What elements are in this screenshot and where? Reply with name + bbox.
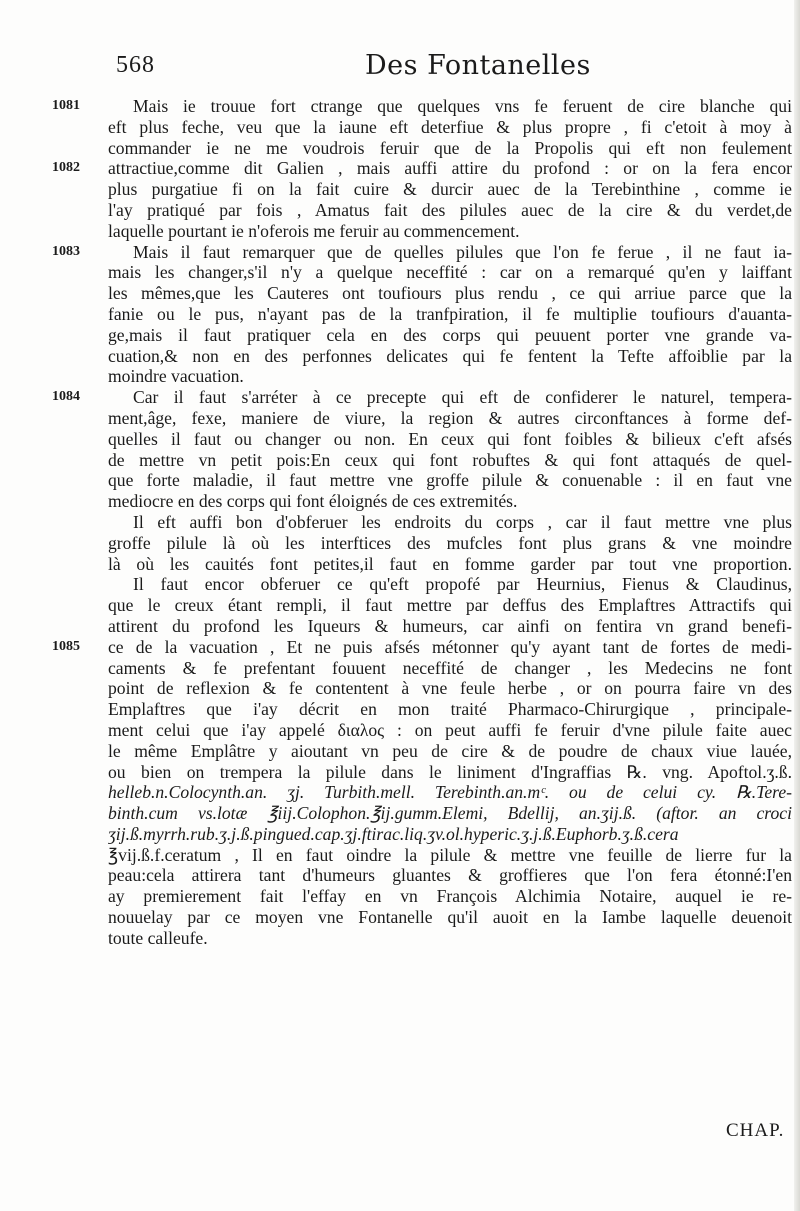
text-line bbox=[0, 512, 800, 533]
line-text: que le creux étant rempli, il faut mettre par deffus des Emplaftres Attractifs qui bbox=[108, 595, 792, 616]
text-line bbox=[0, 200, 800, 221]
line-text: ment celui que i'ay appelé διαλος : on peut auffi fe feruir d'vne pilule faite auec bbox=[108, 719, 792, 740]
line-text: moindre vacuation. bbox=[108, 366, 244, 387]
line-text: ment,âge, fexe, maniere de viure, la region & autres circonftances à forme def- bbox=[108, 407, 792, 428]
text-line bbox=[0, 179, 800, 200]
text-line bbox=[0, 803, 800, 824]
text-line bbox=[0, 678, 800, 699]
line-text: là où les cauités font petites,il faut en fomme garder par tout vne proportion. bbox=[108, 553, 792, 574]
text-line bbox=[0, 616, 800, 637]
margin-paragraph-number: 1081 bbox=[52, 98, 80, 113]
line-text: de mettre vn petit pois:En ceux qui font robuftes & qui font attaqués de quel- bbox=[108, 449, 792, 470]
text-line bbox=[0, 637, 800, 658]
text-line bbox=[0, 658, 800, 679]
text-line bbox=[0, 96, 800, 117]
text-line bbox=[0, 366, 800, 387]
line-text: attirent du profond les Iqueurs & humeurs, car ainfi on fentira vn grand benefi- bbox=[108, 615, 792, 636]
line-text: ge,mais il faut pratiquer cela en des corps qui peuuent porter vne grande va- bbox=[108, 324, 792, 345]
catchword: CHAP. bbox=[726, 1120, 785, 1141]
line-text: nouuelay par ce moyen vne Fontanelle qu'il auoit en la Iambe laquelle deuenoit bbox=[108, 907, 792, 928]
line-text: quelles il faut ou changer ou non. En ceux qui font foibles & bilieux c'eft afsés bbox=[108, 428, 792, 449]
text-line bbox=[0, 346, 800, 367]
text-line bbox=[0, 699, 800, 720]
text-line bbox=[0, 325, 800, 346]
text-line bbox=[0, 845, 800, 866]
text-line bbox=[0, 491, 800, 512]
text-line bbox=[0, 429, 800, 450]
text-line bbox=[0, 762, 800, 783]
margin-paragraph-number: 1082 bbox=[52, 160, 80, 176]
text-line bbox=[0, 387, 800, 408]
line-text: les mêmes,que les Cauteres ont toufiours plus rendu , ce qui arriue parce que la bbox=[108, 283, 792, 304]
line-text: Il eft auffi bon d'obferuer les endroits du corps , car il faut mettre vne plus bbox=[133, 511, 792, 532]
line-text: ou bien on trempera la pilule dans le liniment d'Ingraffias ℞. vng. Apoftol.ʒ.ß. bbox=[108, 761, 792, 782]
margin-paragraph-number: 1085 bbox=[52, 638, 80, 654]
line-text: Emplaftres que i'ay décrit en mon traité Pharmaco-Chirurgique , principale- bbox=[108, 699, 792, 720]
text-line bbox=[0, 533, 800, 554]
text-line bbox=[0, 720, 800, 741]
text-line bbox=[0, 450, 800, 471]
line-text: peau:cela attirera tant d'humeurs gluantes & groffieres que l'on fera étonné:I'en bbox=[108, 865, 792, 886]
text-line bbox=[0, 221, 800, 242]
line-text: ℥vij.ß.f.ceratum , Il en faut oindre la pilule & mettre vne feuille de lierre fur la bbox=[108, 844, 792, 865]
running-head: Des Fontanelles bbox=[365, 50, 591, 81]
line-text: point de reflexion & fe contentent à vne feule herbe , or on pourra faire vn des bbox=[108, 678, 792, 699]
line-text: l'ay pratiqué par fois , Amatus fait des pilules auec de la cire & du verdet,de bbox=[108, 199, 792, 220]
text-line bbox=[0, 595, 800, 616]
text-line bbox=[0, 824, 800, 845]
text-line bbox=[0, 741, 800, 762]
line-text: Mais il faut remarquer que de quelles pilules que l'on fe ferue , il ne faut ia- bbox=[133, 241, 792, 262]
text-line bbox=[0, 865, 800, 886]
line-text: groffe pilule là où les interftices des mufcles font plus grans & vne moindre bbox=[108, 532, 792, 553]
text-line bbox=[0, 907, 800, 928]
margin-paragraph-number: 1084 bbox=[52, 389, 80, 405]
text-line bbox=[0, 283, 800, 304]
text-line bbox=[0, 158, 800, 179]
line-text: cuation,& non en des perfonnes delicates qui fe fentent la Tefte affoiblie par la bbox=[108, 345, 792, 366]
line-text: Mais ie trouue fort ctrange que quelques vns fe feruent de cire blanche qui bbox=[133, 96, 792, 116]
line-text: ce de la vacuation , Et ne puis afsés métonner qu'y ayant tant de fortes de medi- bbox=[108, 636, 792, 657]
line-text: commander ie ne me voudrois feruir que de la Propolis qui eft non feulement bbox=[108, 137, 792, 158]
line-text: caments & fe prefentant fouuent neceffité de changer , les Medecins ne font bbox=[108, 657, 792, 678]
line-text: ay premierement fait l'effay en vn François Alchimia Notaire, auquel ie re- bbox=[108, 886, 792, 907]
line-text: toute calleufe. bbox=[108, 927, 208, 948]
line-text: mediocre en des corps qui font éloignés de ces extremités. bbox=[108, 491, 518, 512]
line-text: binth.cum vs.lotæ ℥iij.Colophon.℥ij.gumm.Elemi, Bdellij, an.ʒij.ß. (aftor. an croci bbox=[108, 803, 792, 824]
text-line bbox=[0, 304, 800, 325]
text-line bbox=[0, 262, 800, 283]
line-text: mais les changer,s'il n'y a quelque neceffité : car on a remarqué qu'en y laiffant bbox=[108, 262, 792, 283]
line-text: que forte maladie, il faut mettre vne groffe pilule & conuenable : il en faut vne bbox=[108, 470, 792, 491]
text-line bbox=[0, 928, 800, 949]
line-text: fanie ou le pus, n'ayant pas de la tranfpiration, il fe multiplie toufiours d'auanta- bbox=[108, 303, 792, 324]
text-line bbox=[0, 886, 800, 907]
body-text bbox=[0, 96, 800, 949]
text-line bbox=[0, 117, 800, 138]
text-line bbox=[0, 408, 800, 429]
line-text: le même Emplâtre y aioutant vn peu de cire & de poudre de chaux viue lauée, bbox=[108, 740, 792, 761]
line-text: attractiue,comme dit Galien , mais auffi attire du profond : or on la fera encor bbox=[108, 158, 792, 179]
line-text: ʒij.ß.myrrh.rub.ʒ.j.ß.pingued.cap.ʒj.ftirac.liq.ʒv.ol.hyperic.ʒ.j.ß.Euphorb.ʒ.ß.cera bbox=[108, 823, 679, 844]
line-text: laquelle pourtant ie n'oferois me feruir au commencement. bbox=[108, 220, 520, 241]
margin-paragraph-number: 1083 bbox=[52, 243, 80, 259]
line-text: eft plus feche, veu que la iaune eft deterfiue & plus propre , fi c'etoit à moy à bbox=[108, 116, 792, 137]
line-text: helleb.n.Colocynth.an. ʒj. Turbith.mell. Terebinth.an.mᶜ. ou de celui cy. ℞.Tere- bbox=[108, 782, 792, 803]
text-line bbox=[0, 242, 800, 263]
text-line bbox=[0, 554, 800, 575]
text-line bbox=[0, 574, 800, 595]
page-number: 568 bbox=[116, 52, 155, 78]
line-text: Car il faut s'arréter à ce precepte qui eft de confiderer le naturel, tempera- bbox=[133, 387, 792, 408]
text-line bbox=[0, 138, 800, 159]
text-line bbox=[0, 782, 800, 803]
line-text: plus purgatiue fi on la fait cuire & durcir auec de la Terebinthine , comme ie bbox=[108, 179, 792, 200]
text-line bbox=[0, 470, 800, 491]
line-text: Il faut encor obferuer ce qu'eft propofé par Heurnius, Fienus & Claudinus, bbox=[133, 574, 792, 595]
